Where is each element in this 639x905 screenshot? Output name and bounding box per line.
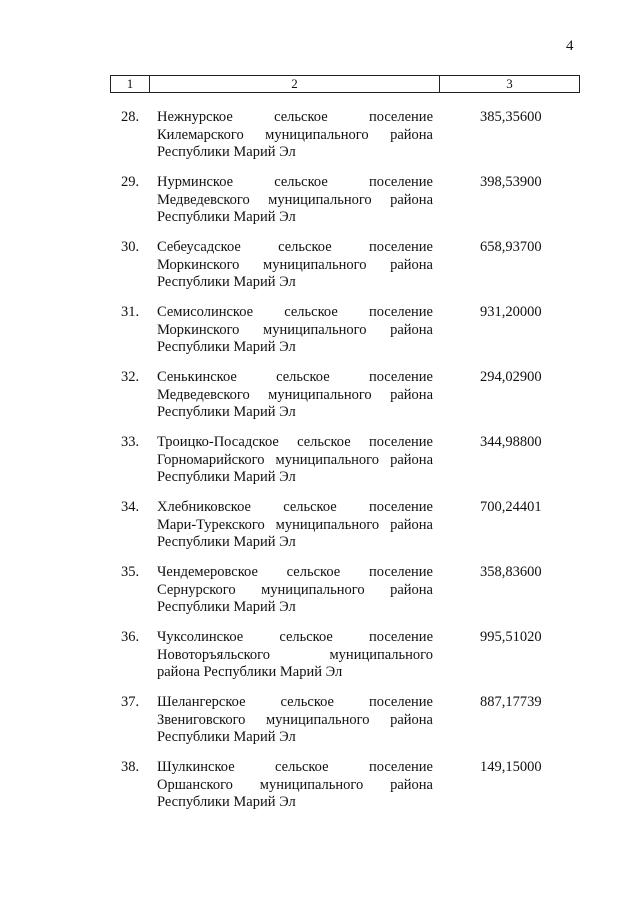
row-number: 33. xyxy=(121,434,140,450)
settlement-name-line: Республики Марий Эл xyxy=(157,209,296,225)
row-number: 28. xyxy=(121,109,140,125)
row-number: 37. xyxy=(121,694,140,710)
settlement-name-line: Республики Марий Эл xyxy=(157,534,296,550)
settlement-name-line: Республики Марий Эл xyxy=(157,339,296,355)
row-number: 32. xyxy=(121,369,140,385)
settlement-name-line: Республики Марий Эл xyxy=(157,599,296,615)
row-number: 36. xyxy=(121,629,140,645)
settlement-name-line: района Республики Марий Эл xyxy=(157,664,343,680)
settlement-name-line: Сернурского муниципального района xyxy=(157,581,433,598)
header-col-2: 2 xyxy=(150,76,440,92)
settlement-name xyxy=(157,304,433,357)
row-number: 30. xyxy=(121,239,140,255)
settlement-name-line: Республики Марий Эл xyxy=(157,469,296,485)
settlement-name-line: Медведевского муниципального района xyxy=(157,386,433,403)
row-value: 887,17739 xyxy=(480,694,542,710)
settlement-name-line: Республики Марий Эл xyxy=(157,144,296,160)
settlement-name-line: Горномарийского муниципального района xyxy=(157,451,433,468)
settlement-name-line: Чуксолинское сельское поселение xyxy=(157,629,433,645)
settlement-name xyxy=(157,109,433,162)
row-value: 344,98800 xyxy=(480,434,542,450)
settlement-name-line: Республики Марий Эл xyxy=(157,729,296,745)
table-row xyxy=(0,434,639,499)
table-header xyxy=(110,75,580,93)
header-col-3: 3 xyxy=(440,76,580,92)
row-value: 700,24401 xyxy=(480,499,542,515)
settlement-name-line: Мари-Турекского муниципального района xyxy=(157,516,433,533)
settlement-name-line: Оршанского муниципального района xyxy=(157,776,433,793)
settlement-name-line: Новоторъяльского муниципального xyxy=(157,646,433,663)
settlement-name xyxy=(157,564,433,617)
row-number: 38. xyxy=(121,759,140,775)
settlement-name-line: Медведевского муниципального района xyxy=(157,191,433,208)
row-number: 35. xyxy=(121,564,140,580)
settlement-name-line: Республики Марий Эл xyxy=(157,274,296,290)
settlement-name-line: Республики Марий Эл xyxy=(157,794,296,810)
settlement-name-line: Хлебниковское сельское поселение xyxy=(157,499,433,515)
page-number: 4 xyxy=(566,38,574,54)
table-row xyxy=(0,109,639,174)
row-value: 385,35600 xyxy=(480,109,542,125)
settlement-name-line: Чендемеровское сельское поселение xyxy=(157,564,433,580)
settlement-name-line: Нежнурское сельское поселение xyxy=(157,109,433,125)
settlement-name-line: Семисолинское сельское поселение xyxy=(157,304,433,320)
settlement-name-line: Моркинского муниципального района xyxy=(157,256,433,273)
settlement-name-line: Себеусадское сельское поселение xyxy=(157,239,433,255)
settlement-name-line: Звениговского муниципального района xyxy=(157,711,433,728)
table-row xyxy=(0,239,639,304)
row-value: 149,15000 xyxy=(480,759,542,775)
settlement-name xyxy=(157,629,433,682)
settlement-name-line: Шулкинское сельское поселение xyxy=(157,759,433,775)
settlement-name xyxy=(157,434,433,487)
row-value: 358,83600 xyxy=(480,564,542,580)
table-row xyxy=(0,564,639,629)
table-body xyxy=(0,109,639,824)
settlement-name-line: Сенькинское сельское поселение xyxy=(157,369,433,385)
settlement-name xyxy=(157,694,433,747)
row-number: 34. xyxy=(121,499,140,515)
settlement-name-line: Троицко-Посадское сельское поселение xyxy=(157,434,433,450)
table-row xyxy=(0,174,639,239)
settlement-name xyxy=(157,759,433,812)
row-number: 31. xyxy=(121,304,140,320)
settlement-name-line: Килемарского муниципального района xyxy=(157,126,433,143)
table-row xyxy=(0,369,639,434)
table-row xyxy=(0,629,639,694)
settlement-name-line: Шелангерское сельское поселение xyxy=(157,694,433,710)
settlement-name-line: Республики Марий Эл xyxy=(157,404,296,420)
table-row xyxy=(0,304,639,369)
table-row xyxy=(0,499,639,564)
row-value: 658,93700 xyxy=(480,239,542,255)
settlement-name xyxy=(157,174,433,227)
table-row xyxy=(0,694,639,759)
settlement-name xyxy=(157,369,433,422)
settlement-name-line: Нурминское сельское поселение xyxy=(157,174,433,190)
row-number: 29. xyxy=(121,174,140,190)
table-row xyxy=(0,759,639,824)
row-value: 995,51020 xyxy=(480,629,542,645)
header-col-1: 1 xyxy=(110,76,150,92)
settlement-name-line: Моркинского муниципального района xyxy=(157,321,433,338)
row-value: 931,20000 xyxy=(480,304,542,320)
settlement-name xyxy=(157,239,433,292)
row-value: 294,02900 xyxy=(480,369,542,385)
settlement-name xyxy=(157,499,433,552)
row-value: 398,53900 xyxy=(480,174,542,190)
